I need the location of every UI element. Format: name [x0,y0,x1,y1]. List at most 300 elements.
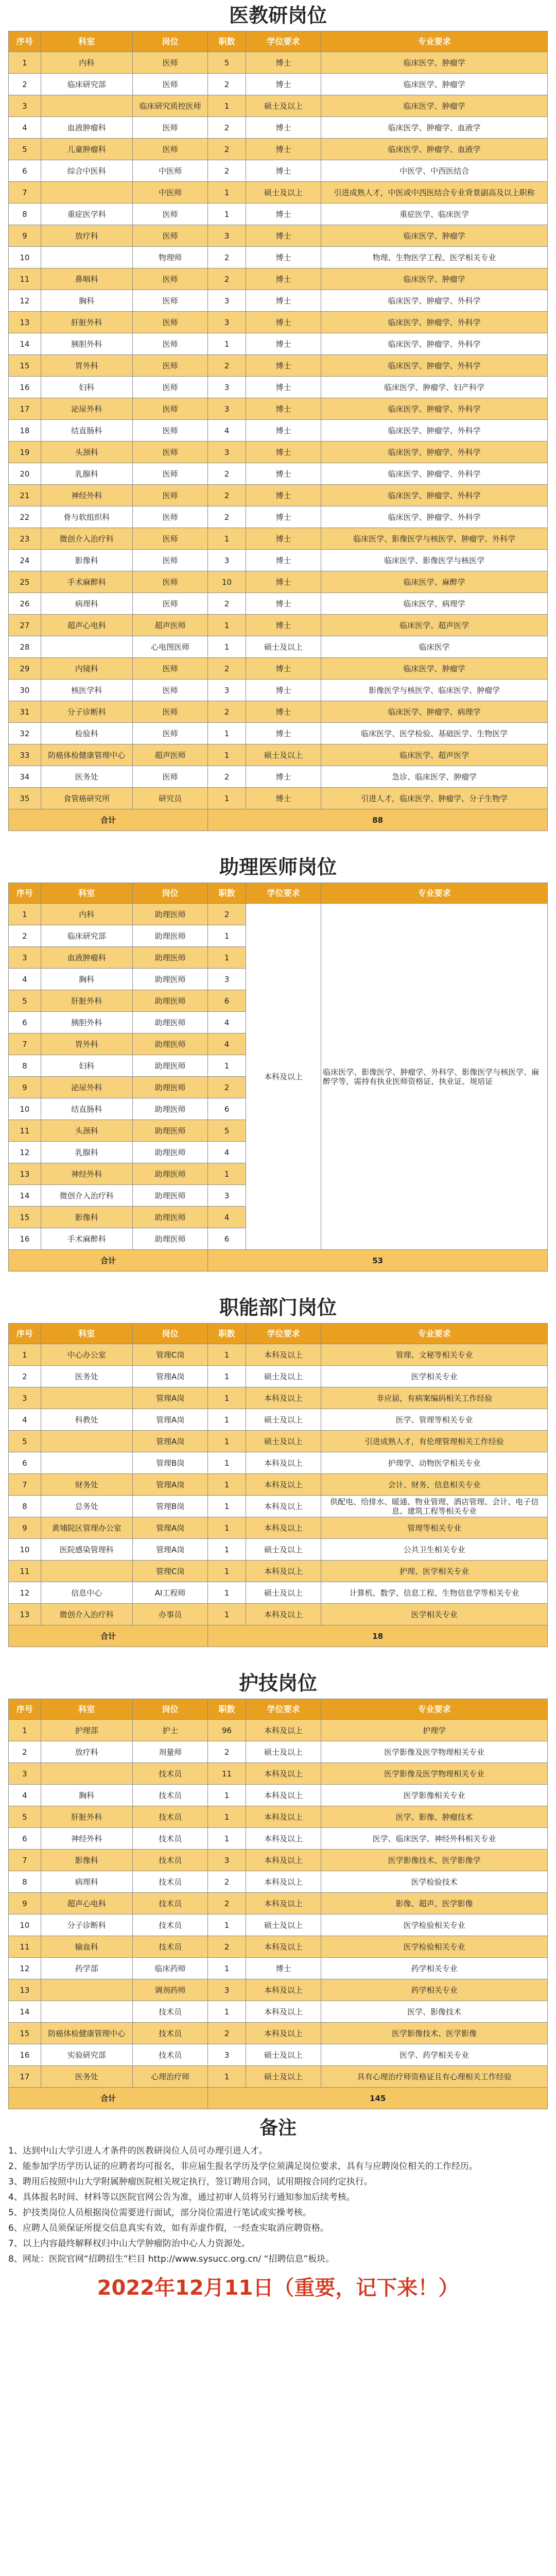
table-cell [41,2001,132,2023]
table-cell: 血液肿瘤科 [41,947,132,969]
table-cell: 助理医师 [132,1228,208,1250]
table-cell: 临床医学、超声医学 [321,615,548,636]
note-line: 1、达到中山大学引进人才条件的医教研岗位人员可办理引进人才。 [8,2146,268,2156]
table-cell: 本科及以上 [246,1850,321,1871]
table-cell: 4 [9,1785,41,1806]
table-cell: 本科及以上 [246,1720,321,1741]
table-header-row [9,1324,548,1344]
table-cell: 影像科 [41,1207,132,1228]
table-cell: 医师 [132,680,208,701]
table-cell: 医务处 [41,2066,132,2088]
table-cell: 1 [208,2001,246,2023]
table-cell: 技术员 [132,1850,208,1871]
table-cell: 3 [208,442,246,463]
table-cell: 1 [208,788,246,809]
table-cell: 2 [208,463,246,485]
table-cell: 医学相关专业 [321,1366,548,1387]
total-row [9,1625,548,1647]
table-row [9,2023,548,2044]
table-cell: 防癌体检健康管理中心 [41,744,132,766]
table-cell: 泌尿外科 [41,398,132,420]
table-cell: 博士 [246,1958,321,1979]
table-cell: 本科及以上 [246,1474,321,1496]
table-cell: 9 [9,225,41,247]
column-header: 岗位 [132,883,208,904]
table-cell: 5 [9,1806,41,1828]
table-cell: 博士 [246,550,321,571]
table-cell: 临床医学、肿瘤学、外科学 [321,506,548,528]
table-cell: 博士 [246,442,321,463]
table-cell: 头颈科 [41,442,132,463]
table-cell: 1 [208,744,246,766]
table-cell: 临床医学、超声医学 [321,744,548,766]
table-cell: 2 [9,1366,41,1387]
table-cell: 2 [208,506,246,528]
table-cell: 博士 [246,355,321,377]
table-cell: 管理A岗 [132,1431,208,1452]
table-cell: 96 [208,1720,246,1741]
table-cell: 医师 [132,268,208,290]
column-header: 科室 [41,1324,132,1344]
table-cell: 32 [9,723,41,744]
table-cell: 1 [208,723,246,744]
table-cell: 2 [208,1741,246,1763]
table-cell: 科教处 [41,1409,132,1431]
table-cell: 医师 [132,204,208,225]
table-cell: 本科及以上 [246,2023,321,2044]
table-cell: 11 [9,1936,41,1958]
section-title: 助理医师岗位 [219,855,337,878]
table-cell: 临床医学、肿瘤学、血液学 [321,117,548,139]
table-cell: 泌尿外科 [41,1077,132,1098]
table-row [9,766,548,788]
table-row [9,1979,548,2001]
table-cell: 34 [9,766,41,788]
table-cell: 1 [208,1828,246,1850]
table-cell: 心电图医师 [132,636,208,658]
table-cell: 博士 [246,225,321,247]
table-cell: 3 [9,1763,41,1785]
table-cell: 临床研究部 [41,74,132,95]
table-cell: 临床医学、肿瘤学、外科学 [321,333,548,355]
table-row [9,571,548,593]
table-cell: 博士 [246,290,321,312]
table-row [9,744,548,766]
table-row [9,1387,548,1409]
table-cell: 临床医学、病理学 [321,593,548,615]
table-cell: 3 [208,1185,246,1207]
column-header: 学位要求 [246,1699,321,1720]
table-cell: 2 [208,74,246,95]
table-cell: 博士 [246,485,321,506]
table-cell: 乳腺科 [41,1142,132,1163]
position-table [8,1323,548,1647]
total-row [9,2088,548,2109]
table-cell: 1 [9,1720,41,1741]
table-cell: 内镜科 [41,658,132,680]
table-row [9,658,548,680]
table-cell: 2 [9,1741,41,1763]
table-cell: 剂量师 [132,1741,208,1763]
table-cell: 重症医学、临床医学 [321,204,548,225]
table-cell: 医师 [132,52,208,74]
note-line: 8、网址：医院官网“招聘招生”栏目 http://www.sysucc.org.cn/ “招聘信息”板块。 [8,2254,335,2264]
table-cell: 临床医学、肿瘤学 [321,74,548,95]
table-cell: 胸科 [41,969,132,990]
table-cell: 15 [9,355,41,377]
table-cell: 13 [9,1979,41,2001]
table-cell: 硕士及以上 [246,1741,321,1763]
table-cell: 3 [208,550,246,571]
position-table [8,31,548,831]
table-row [9,377,548,398]
note-line: 5、护技类岗位人员根据岗位需要进行面试，部分岗位需进行笔试或实操考核。 [8,2208,311,2218]
table-row [9,701,548,723]
table-cell: 硕士及以上 [246,1431,321,1452]
column-header: 岗位 [132,1699,208,1720]
table-row [9,333,548,355]
table-cell: 6 [9,1452,41,1474]
table-cell: 助理医师 [132,1098,208,1120]
table-cell: 放疗科 [41,225,132,247]
table-row [9,1604,548,1625]
table-cell: 医学检验相关专业 [321,1936,548,1958]
table-cell: 3 [208,969,246,990]
table-cell: 1 [208,1387,246,1409]
table-cell: 中医师 [132,182,208,204]
table-row [9,636,548,658]
table-cell: 9 [9,1517,41,1539]
table-cell: 护理、医学相关专业 [321,1561,548,1582]
table-cell: 2 [208,160,246,182]
table-cell: 1 [208,1409,246,1431]
column-header: 序号 [9,31,41,52]
total-label: 合计 [9,809,208,831]
table-cell: 5 [208,1120,246,1142]
table-cell: 分子诊断科 [41,701,132,723]
table-cell: 医师 [132,225,208,247]
table-cell: 肝脏外科 [41,990,132,1012]
table-cell: 6 [9,1012,41,1033]
table-cell: 综合中医科 [41,160,132,182]
column-header: 职数 [208,1324,246,1344]
table-cell: 3 [208,312,246,333]
table-row [9,528,548,550]
table-row [9,1366,548,1387]
table-cell: 16 [9,377,41,398]
table-cell: 医师 [132,506,208,528]
table-cell: 管理、文秘等相关专业 [321,1344,548,1366]
table-cell: 具有心理治疗师资格证且有心理相关工作经验 [321,2066,548,2088]
table-cell: 医学影像相关专业 [321,1785,548,1806]
table-cell: 15 [9,1207,41,1228]
table-cell: 助理医师 [132,1077,208,1098]
table-row [9,2066,548,2088]
table-cell: 医师 [132,550,208,571]
table-cell: 2 [208,1893,246,1914]
table-cell: 2 [9,74,41,95]
table-cell: 临床医学、影像医学与核医学、肿瘤学、外科学 [321,528,548,550]
table-cell: 7 [9,1033,41,1055]
table-cell: 临床医学、肿瘤学、外科学 [321,485,548,506]
table-cell: 本科及以上 [246,1893,321,1914]
table-cell: 博士 [246,506,321,528]
table-cell: 博士 [246,52,321,74]
table-cell: 11 [9,1561,41,1582]
table-cell: 1 [208,1366,246,1387]
table-row [9,904,548,925]
table-cell: 药学相关专业 [321,1979,548,2001]
table-cell: 超声心电科 [41,615,132,636]
table-cell: 内科 [41,52,132,74]
table-row [9,1452,548,1474]
table-cell: 胃外科 [41,1033,132,1055]
table-cell: 博士 [246,788,321,809]
table-cell: 供配电、给排水、暖通、物业管理、酒店管理、会计、电子信息、建筑工程等相关专业 [321,1496,548,1517]
column-header: 岗位 [132,1324,208,1344]
table-cell: 11 [208,1763,246,1785]
table-cell: 临床医学、肿瘤学、外科学 [321,463,548,485]
table-cell: 物理师 [132,247,208,268]
table-cell: 4 [208,1207,246,1228]
table-cell: 黄埔院区管理办公室 [41,1517,132,1539]
note-line: 7、以上内容最终解释权归中山大学肿瘤防治中心人力资源处。 [8,2239,250,2249]
table-cell: 影像科 [41,550,132,571]
table-cell: 财务处 [41,1474,132,1496]
table-cell [41,1561,132,1582]
table-row [9,1763,548,1785]
column-header: 专业要求 [321,1324,548,1344]
table-cell: 办事员 [132,1604,208,1625]
section-title: 职能部门岗位 [219,1296,337,1319]
table-cell: 中心办公室 [41,1344,132,1366]
table-cell: 结直肠科 [41,1098,132,1120]
table-cell: 硕士及以上 [246,2044,321,2066]
column-header: 序号 [9,1324,41,1344]
table-cell: 1 [208,947,246,969]
table-cell: 管理C岗 [132,1344,208,1366]
table-row [9,506,548,528]
total-label: 合计 [9,2088,208,2109]
table-cell: 助理医师 [132,947,208,969]
table-cell: 17 [9,398,41,420]
table-row [9,1582,548,1604]
table-cell: 2 [208,1936,246,1958]
table-cell: 管理A岗 [132,1474,208,1496]
table-cell: 临床医学、肿瘤学、外科学 [321,442,548,463]
table-cell: 2 [208,247,246,268]
table-cell: 微创介入治疗科 [41,1185,132,1207]
table-cell: 超声医师 [132,744,208,766]
table-cell: 鼻咽科 [41,268,132,290]
table-cell: 1 [208,2066,246,2088]
table-cell: 实验研究部 [41,2044,132,2066]
table-cell: 1 [9,1344,41,1366]
table-cell: 医学影像及医学物理相关专业 [321,1763,548,1785]
table-cell: 本科及以上 [246,1763,321,1785]
table-cell: 临床医学、影像医学与核医学 [321,550,548,571]
table-cell: 8 [9,1496,41,1517]
table-row [9,1785,548,1806]
table-cell: 影像医学与核医学、临床医学、肿瘤学 [321,680,548,701]
table-cell: 妇科 [41,377,132,398]
table-cell: 11 [9,268,41,290]
table-cell: 博士 [246,333,321,355]
section-title: 护技岗位 [238,1671,317,1694]
table-cell: 医务处 [41,1366,132,1387]
table-row [9,593,548,615]
table-cell: 博士 [246,268,321,290]
table-cell: 技术员 [132,1914,208,1936]
table-cell: 助理医师 [132,1207,208,1228]
table-cell: 1 [9,904,41,925]
table-cell: 胸科 [41,1785,132,1806]
table-cell: 35 [9,788,41,809]
table-cell: 1 [208,1474,246,1496]
table-cell: 3 [9,947,41,969]
table-cell: 硕士及以上 [246,1409,321,1431]
table-cell: 1 [208,1561,246,1582]
table-cell: 10 [9,1914,41,1936]
table-cell: 临床医学 [321,636,548,658]
table-row [9,1914,548,1936]
table-cell: 10 [208,571,246,593]
table-cell: 14 [9,333,41,355]
table-cell: 妇科 [41,1055,132,1077]
table-cell: 分子诊断科 [41,1914,132,1936]
table-cell: 临床医学、肿瘤学 [321,658,548,680]
table-cell: 16 [9,1228,41,1250]
table-cell: 护士 [132,1720,208,1741]
table-cell: 硕士及以上 [246,95,321,117]
table-cell: 医学影像技术、医学影像学 [321,1850,548,1871]
table-cell: 2 [208,1871,246,1893]
table-cell: 本科及以上 [246,1828,321,1850]
table-cell: 2 [208,2023,246,2044]
table-cell: 本科及以上 [246,1387,321,1409]
table-cell: 1 [208,1806,246,1828]
table-cell: 信息中心 [41,1582,132,1604]
table-cell: 医师 [132,658,208,680]
table-cell: 12 [9,1958,41,1979]
table-cell: 医师 [132,355,208,377]
section-gap [8,831,548,852]
table-cell: 胰胆外科 [41,333,132,355]
table-cell: 助理医师 [132,1163,208,1185]
position-table [8,1699,548,2109]
table-cell [41,1979,132,2001]
table-cell: 本科及以上 [246,1604,321,1625]
table-cell: 心理治疗师 [132,2066,208,2088]
column-header: 序号 [9,1699,41,1720]
table-cell: 临床医学、肿瘤学 [321,225,548,247]
table-cell: 硕士及以上 [246,1914,321,1936]
table-cell [41,95,132,117]
table-cell: 助理医师 [132,1120,208,1142]
note-line: 6、应聘人员须保证所提交信息真实有效，如有弄虚作假，一经查实取消应聘资格。 [8,2223,329,2233]
table-row [9,680,548,701]
table-cell: 管理B岗 [132,1452,208,1474]
table-cell: 医师 [132,312,208,333]
table-cell: 26 [9,593,41,615]
table-cell: 16 [9,2044,41,2066]
table-cell: 防癌体检健康管理中心 [41,2023,132,2044]
total-value: 18 [208,1625,548,1647]
table-cell: 1 [208,1055,246,1077]
table-cell: 护理部 [41,1720,132,1741]
section-title: 医教研岗位 [229,4,327,27]
table-row [9,788,548,809]
table-cell: 本科及以上 [246,1517,321,1539]
table-cell: 临床医学、肿瘤学、病理学 [321,701,548,723]
table-cell: 临床医学、肿瘤学、血液学 [321,139,548,160]
column-header: 科室 [41,883,132,904]
table-cell: 2 [208,117,246,139]
table-cell [41,247,132,268]
table-cell: 28 [9,636,41,658]
table-cell: 3 [208,377,246,398]
table-cell [41,1387,132,1409]
total-row [9,1250,548,1272]
table-cell: 博士 [246,723,321,744]
table-cell: 药学相关专业 [321,1958,548,1979]
table-cell: 医师 [132,571,208,593]
table-cell: 药学部 [41,1958,132,1979]
sections-container [8,0,548,2109]
table-cell: 1 [208,182,246,204]
notes-lines [8,2145,548,2265]
table-cell: 放疗科 [41,1741,132,1763]
table-cell: 31 [9,701,41,723]
table-cell: 引进成熟人才，中医或中西医结合专业背景副高及以上职称 [321,182,548,204]
table-cell: 管理A岗 [132,1387,208,1409]
table-cell: 1 [208,1163,246,1185]
table-row [9,1431,548,1452]
table-cell: 1 [9,52,41,74]
table-cell: 影像、超声、医学影像 [321,1893,548,1914]
table-cell: 2 [208,658,246,680]
table-cell: 儿童肿瘤科 [41,139,132,160]
table-cell: 4 [208,420,246,442]
table-row [9,1561,548,1582]
table-cell: 17 [9,2066,41,2088]
table-row [9,420,548,442]
table-cell: 乳腺科 [41,463,132,485]
table-cell: 4 [208,1142,246,1163]
table-row [9,247,548,268]
table-row [9,442,548,463]
table-cell: 医学、管理等相关专业 [321,1409,548,1431]
table-cell: 4 [208,1012,246,1033]
table-cell: 医师 [132,485,208,506]
table-cell: 博士 [246,377,321,398]
table-cell: 医师 [132,377,208,398]
table-cell: 影像科 [41,1850,132,1871]
table-cell: 博士 [246,204,321,225]
table-cell: 医师 [132,333,208,355]
table-cell: 2 [208,485,246,506]
table-cell: 硕士及以上 [246,744,321,766]
table-cell: 研究员 [132,788,208,809]
table-cell: 本科及以上 [246,1871,321,1893]
table-row [9,1496,548,1517]
table-row [9,1828,548,1850]
total-value: 88 [208,809,548,831]
table-cell: 临床医学、肿瘤学 [321,268,548,290]
table-cell: 6 [208,1228,246,1250]
table-cell: 中医学、中西医结合 [321,160,548,182]
table-cell: 本科及以上 [246,1496,321,1517]
